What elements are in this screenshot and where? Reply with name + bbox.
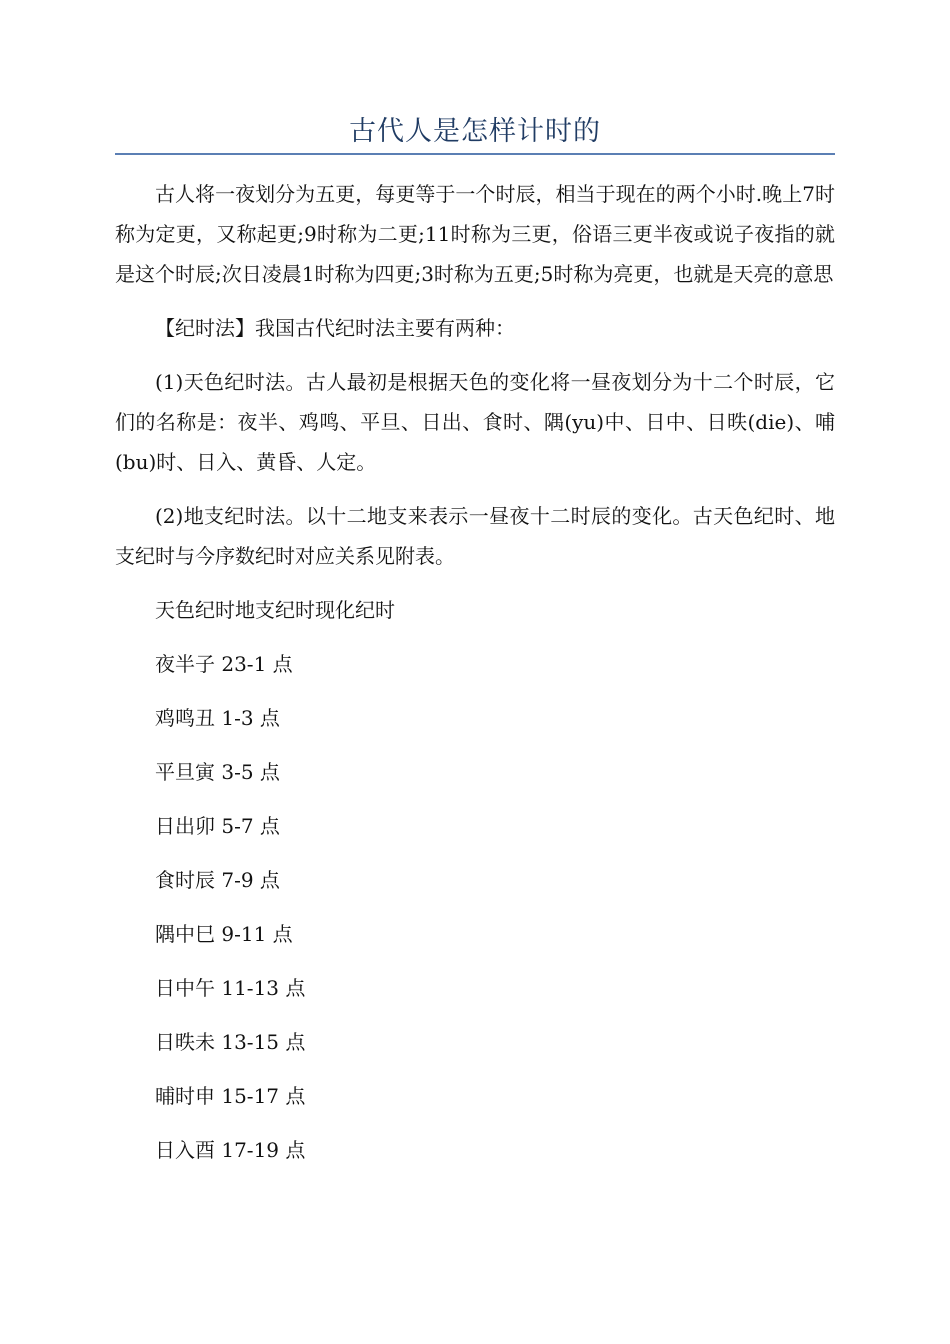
paragraph-sky-color-method: (1)天色纪时法。古人最初是根据天色的变化将一昼夜划分为十二个时辰，它们的名称是：夜半、鸡鸣、平旦、日出、食时、隅(yu)中、日中、日昳(die)、哺(bu)时、日入、黄昏、人定。 [115, 370, 835, 474]
paragraph-earthly-branch-method: (2)地支纪时法。以十二地支来表示一昼夜十二时辰的变化。古天色纪时、地支纪时与今序数纪时对应关系见附表。 [115, 504, 835, 568]
table-row: 隅中巳 9-11 点 [155, 922, 293, 946]
paragraph-timekeeping-methods: 【纪时法】我国古代纪时法主要有两种： [155, 316, 515, 340]
table-row: 鸡鸣丑 1-3 点 [155, 706, 280, 730]
table-row: 食时辰 7-9 点 [155, 868, 280, 892]
page-title: 古代人是怎样计时的 [349, 116, 601, 147]
title-underline [115, 153, 835, 155]
table-row: 日中午 11-13 点 [155, 976, 306, 1000]
table-row: 日入酉 17-19 点 [155, 1138, 306, 1162]
table-row: 日昳未 13-15 点 [155, 1030, 306, 1054]
table-row: 日出卯 5-7 点 [155, 814, 280, 838]
table-row: 晡时申 15-17 点 [155, 1084, 306, 1108]
table-row: 夜半子 23-1 点 [155, 652, 293, 676]
table-header: 天色纪时地支纪时现化纪时 [155, 598, 395, 622]
paragraph-night-watches: 古人将一夜划分为五更，每更等于一个时辰，相当于现在的两个小时.晚上7时称为定更，又称起更;9时称为二更;11时称为三更，俗语三更半夜或说子夜指的就是这个时辰;次日凌晨1时称为四更;3时称为五更;5时称为亮更，也就是天亮的意思 [115, 182, 835, 286]
table-row: 平旦寅 3-5 点 [155, 760, 280, 784]
document-body [115, 174, 835, 1184]
